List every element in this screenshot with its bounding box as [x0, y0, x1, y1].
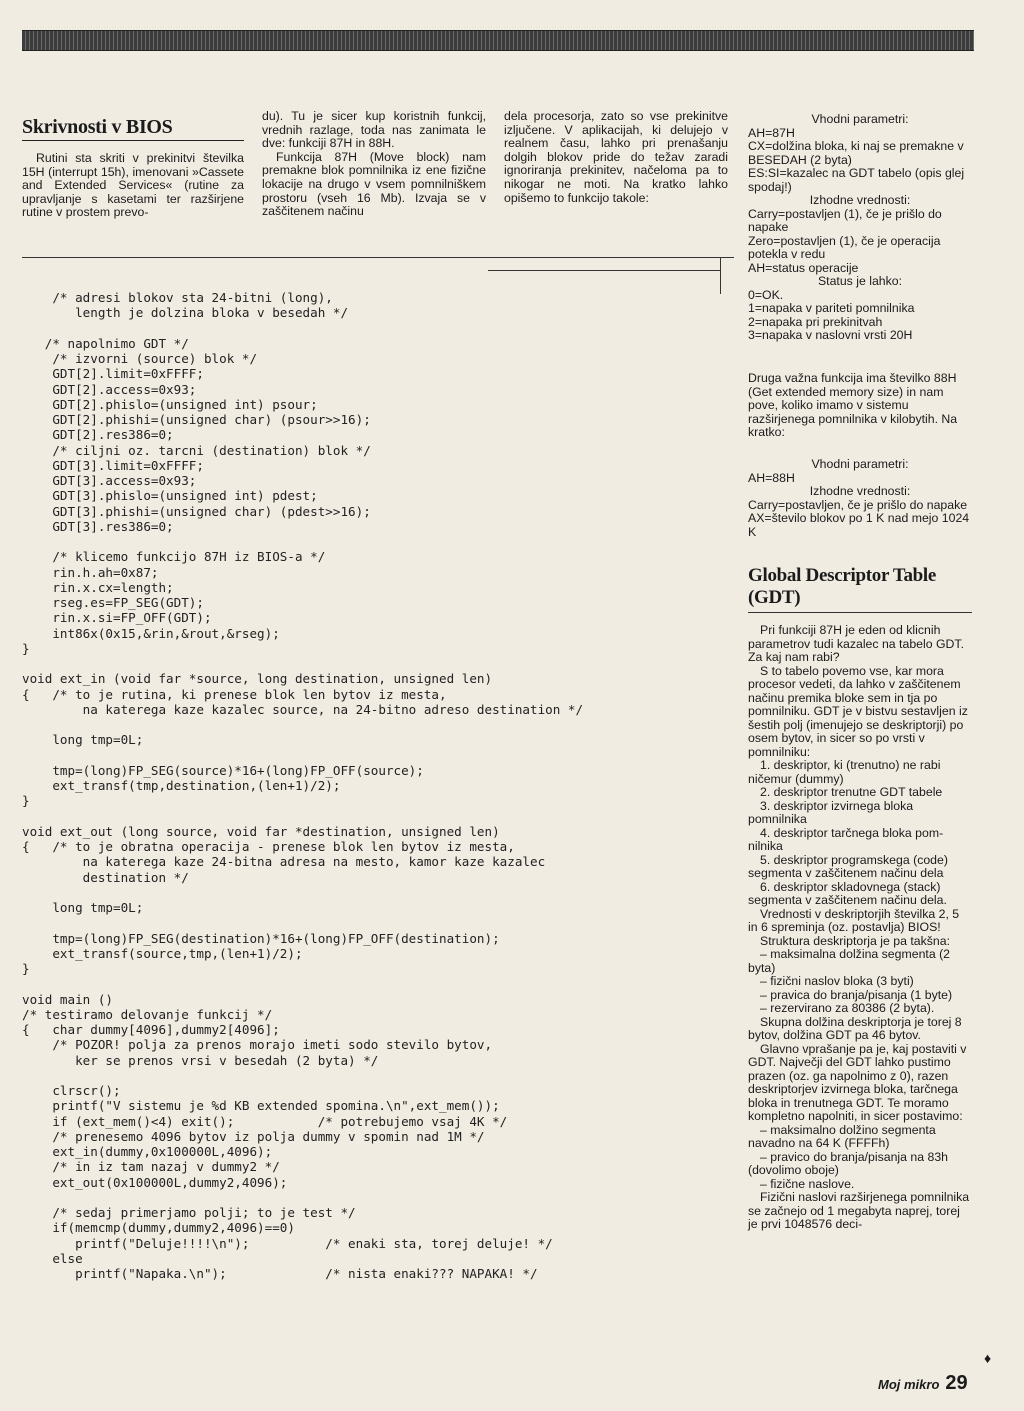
output-carry: Carry=postavljen (1), če je prišlo do napake — [748, 206, 942, 234]
code-box-inner-rule — [488, 270, 720, 271]
list-item: 3. deskriptor izvirnega bloka pomnilnika — [748, 798, 914, 826]
code-line: GDT[3].phishi=(unsigned char) (pdest>>16); — [22, 503, 371, 519]
output-ah: AH=status operacije — [748, 260, 859, 275]
code-line: na katerega kaze kazalec source, na 24-bitno adreso destination */ — [22, 701, 584, 717]
code-listing — [22, 290, 734, 1281]
code-line: int86x(0x15,&rin,&rout,&rseg); — [22, 625, 280, 641]
code-line: ker se prenos vrsi v besedah (2 byta) */ — [22, 1052, 379, 1068]
code-line: na katerega kaze 24-bitna adresa na mesto, kamor kaze kazalec — [22, 854, 546, 870]
code-line: /* testiramo delovanje funkcij */ — [22, 1006, 273, 1022]
code-line: rin.x.cx=length; — [22, 579, 174, 595]
code-line — [22, 1190, 734, 1205]
code-line — [22, 534, 734, 549]
code-line: GDT[2].phishi=(unsigned char) (psour>>16); — [22, 412, 371, 427]
code-line: { char dummy[4096],dummy2[4096]; — [22, 1022, 280, 1037]
gdt-body — [748, 624, 972, 1232]
code-line: GDT[3].limit=0xFFFF; — [22, 457, 204, 473]
gdt-p7: Fizični naslovi razširjenega pomnilnika se začnejo od 1 megabyta naprej, torej je prvi 1048576 deci- — [748, 1190, 970, 1231]
code-line: GDT[3].access=0x93; — [22, 473, 197, 488]
intro-column-1 — [22, 152, 244, 220]
code-line: tmp=(long)FP_SEG(source)*16+(long)FP_OFF(source); — [22, 762, 424, 778]
param-ah: AH=87H — [748, 125, 795, 140]
gdt-p2: S to tabelo povemo vse, kar mora procesor vedeti, da lahko v zaščitenem načinu premika bloke sem in tja po pomnilniku. GDT je v bistvu sestavljen iz šestih polj (imenujejo se deskriptorji) po osem bytov, in sicer so po vrsti v pomnilniku: — [748, 663, 968, 759]
code-line: ext_in(dummy,0x100000L,4096); — [22, 1144, 273, 1159]
intro-column-3 — [504, 110, 728, 205]
code-line: if (ext_mem()<4) exit(); /* potrebujemo vsaj 4K */ — [22, 1113, 508, 1129]
code-line: /* ciljni oz. tarcni (destination) blok */ — [22, 442, 371, 458]
code-line — [22, 748, 734, 763]
status-0: 0=OK. — [748, 287, 784, 302]
list-item: – rezervirano za 80386 (2 byta). — [760, 1001, 935, 1015]
magazine-name: Moj mikro — [878, 1377, 940, 1392]
intro-col3-text: dela procesorja, zato so vse prekinitve izljučene. V aplikacijah, ki delujejo v realnem času, lahko pri prenašanju dolgih blokov pride do težav zaradi ignoriranja prekinitev, načeloma pa to nikogar ne moti. Na kratko lahko opišemo to funkcijo takole: — [504, 109, 728, 205]
code-line: /* napolnimo GDT */ — [22, 335, 189, 351]
set-list — [748, 1124, 972, 1192]
code-line: printf("V sistemu je %d KB extended spomina.\n",ext_mem()); — [22, 1098, 500, 1114]
list-item: 1. deskriptor, ki (trenutno) ne rabi ničemur (dummy) — [748, 758, 941, 786]
continue-arrow-icon: ♦ — [984, 1350, 992, 1366]
list-item: 4. deskriptor tarčnega bloka pomnilnika — [748, 825, 944, 853]
code-line: void main () — [22, 991, 113, 1007]
code-line: } — [22, 961, 30, 976]
function-88h-intro: Druga važna funkcija ima številko 88H (Get extended memory size) in nam pove, koliko imamo v sistemu razširjenega pomnilnika v kilobytih. Na kratko: — [748, 371, 958, 439]
code-line: /* prenesemo 4096 bytov iz polja dummy v spomin nad 1M */ — [22, 1128, 485, 1144]
code-line — [22, 915, 734, 930]
status-label: Status je lahko: — [817, 274, 903, 288]
code-line — [22, 976, 734, 991]
status-3: 3=napaka v naslovni vrsti 20H — [748, 328, 913, 342]
code-line: GDT[2].res386=0; — [22, 427, 174, 443]
code-line: rseg.es=FP_SEG(GDT); — [22, 595, 204, 610]
article-title: Skrivnosti v BIOS — [22, 116, 173, 138]
code-line: long tmp=0L; — [22, 900, 144, 915]
code-line: { /* to je obratna operacija - prenese blok len bytov iz mesta, — [22, 839, 515, 854]
output-values-label-2: Izhodne vrednosti: — [809, 484, 911, 498]
code-line: rin.x.si=FP_OFF(GDT); — [22, 610, 212, 626]
code-line — [22, 885, 734, 900]
code-line: GDT[3].res386=0; — [22, 518, 174, 534]
title-rule — [22, 140, 244, 141]
list-item: – pravico do branja/pisanja na 83h (dovolimo oboje) — [748, 1149, 949, 1177]
descriptor-list — [748, 759, 972, 908]
output-ax-88: AX=število blokov po 1 K nad mejo 1024 K — [748, 511, 970, 539]
param-es-si: ES:SI=kazalec na GDT tabelo (opis glej spodaj!) — [748, 166, 965, 194]
code-line: length je dolzina bloka v besedah */ — [22, 305, 349, 321]
list-item: 2. deskriptor trenutne GDT tabele — [760, 785, 943, 799]
code-line: /* sedaj primerjamo polji; to je test */ — [22, 1205, 356, 1220]
status-2: 2=napaka pri prekinitvah — [748, 314, 883, 329]
list-item: – maksimalno dolžino segmenta navadno na 64 K (FFFFh) — [748, 1122, 936, 1150]
code-line: void ext_in (void far *source, long destination, unsigned len) — [22, 671, 493, 687]
list-item: – maksimalna dolžina segmenta (2 byta) — [748, 947, 951, 975]
code-line: ext_out(0x100000L,dummy2,4096); — [22, 1174, 288, 1190]
code-line — [22, 717, 734, 732]
code-line — [22, 1068, 734, 1083]
code-line: printf("Deluje!!!!\n"); /* enaki sta, torej deluje! */ — [22, 1235, 553, 1251]
gdt-p4: Struktura deskriptorja je pa takšna: — [760, 933, 951, 948]
page-footer — [878, 1372, 968, 1395]
gdt-p5: Skupna dolžina deskriptorja je torej 8 bytov, dolžina GDT pa 46 bytov. — [748, 1014, 962, 1042]
code-line: /* izvorni (source) blok */ — [22, 351, 258, 366]
code-line — [22, 321, 734, 336]
code-line: /* POZOR! polja za prenos morajo imeti sodo stevilo bytov, — [22, 1037, 493, 1053]
list-item: 5. deskriptor programskega (code) segmenta v zaščitenem načinu dela — [748, 852, 948, 880]
code-box-side-rule — [720, 258, 721, 294]
code-line: } — [22, 640, 30, 656]
code-line: destination */ — [22, 869, 189, 885]
code-line: void ext_out (long source, void far *destination, unsigned len) — [22, 823, 500, 839]
code-line: clrscr(); — [22, 1083, 121, 1098]
struct-list — [748, 948, 972, 1016]
intro-col2-p2: Funkcija 87H (Move block) nam premakne blok pomnilnika iz ene fizične lokacije na drugo v vsem pomnilniškem prostoru (vseh 16 Mb). Izvaja se v zaščitenem načinu — [262, 149, 486, 219]
code-line: { /* to je rutina, ki prenese blok len bytov iz mesta, — [22, 686, 447, 702]
output-values-label: Izhodne vrednosti: — [809, 193, 911, 207]
code-line: ext_transf(tmp,destination,(len+1)/2); — [22, 778, 341, 793]
list-item: – pravica do branja/pisanja (1 byte) — [760, 987, 953, 1002]
input-params-label: Vhodni parametri: — [811, 112, 909, 126]
gdt-p3: Vrednosti v deskriptorjih številka 2, 5 in 6 spreminja (oz. postavlja) BIOS! — [748, 906, 960, 934]
code-line: GDT[2].access=0x93; — [22, 381, 197, 397]
code-line: /* adresi blokov sta 24-bitni (long), — [22, 290, 333, 305]
intro-column-2 — [262, 110, 486, 219]
code-line — [22, 809, 734, 824]
code-line: GDT[2].limit=0xFFFF; — [22, 366, 204, 382]
code-line: } — [22, 793, 30, 809]
header-stripe — [22, 30, 974, 51]
code-line: long tmp=0L; — [22, 732, 144, 748]
gdt-heading-rule — [748, 612, 972, 613]
code-line: GDT[2].phislo=(unsigned int) psour; — [22, 396, 318, 412]
list-item: 6. deskriptor skladovnega (stack) segmenta v zaščitenem načinu dela. — [748, 879, 947, 907]
param-cx: CX=dolžina bloka, ki naj se premakne v BESEDAH (2 byta) — [748, 139, 964, 167]
code-line: ext_transf(source,tmp,(len+1)/2); — [22, 945, 303, 961]
code-line: if(memcmp(dummy,dummy2,4096)==0) — [22, 1220, 295, 1236]
code-line: GDT[3].phislo=(unsigned int) pdest; — [22, 488, 318, 504]
output-zero: Zero=postavljen (1), če je operacija potekla v redu — [748, 233, 941, 261]
param-ah-88: AH=88H — [748, 470, 795, 485]
input-params-label-2: Vhodni parametri: — [811, 457, 909, 471]
code-line: rin.h.ah=0x87; — [22, 564, 159, 580]
gdt-heading: Global Descriptor Table (GDT) — [748, 565, 937, 608]
code-line: /* in iz tam nazaj v dummy2 */ — [22, 1159, 280, 1175]
code-box-top-rule — [22, 257, 734, 258]
intro-col1-text: Rutini sta skriti v prekinitvi številka 15H (interrupt 15h), imenovani »Cassete and Extended Services« (rutine za upravljanje s kasetami ter razširjene rutine v prostem prevo- — [22, 151, 244, 220]
gdt-p6: Glavno vprašanje pa je, kaj postaviti v GDT. Največji del GDT lahko pustimo prazen (oz. ga napolnimo z 0), razen deskriptorjev izvirnega bloka, tarčnega bloka in trenutnega GDT. Te moramo kompletno napolniti, in sicer postavimo: — [748, 1041, 967, 1123]
list-item: – fizične naslove. — [760, 1176, 855, 1191]
code-line — [22, 656, 734, 671]
page-number: 29 — [945, 1372, 968, 1394]
gdt-p1: Pri funkciji 87H je eden od klicnih parametrov tudi kazalec na tabelo GDT. Za kaj nam rabi? — [748, 623, 964, 664]
output-carry-88: Carry=postavljen, če je prišlo do napake — [748, 497, 968, 512]
code-line: tmp=(long)FP_SEG(destination)*16+(long)FP_OFF(destination); — [22, 930, 500, 946]
status-1: 1=napaka v pariteti pomnilnika — [748, 301, 915, 315]
code-line: else — [22, 1250, 83, 1266]
function-88h-params — [748, 458, 972, 539]
code-line: printf("Napaka.\n"); /* nista enaki??? NAPAKA! */ — [22, 1266, 538, 1281]
list-item: – fizični naslov bloka (3 byti) — [760, 974, 914, 988]
function-87h-params — [748, 113, 972, 343]
code-line: /* klicemo funkcijo 87H iz BIOS-a */ — [22, 549, 326, 565]
intro-col2-p1: du). Tu je sicer kup koristnih funkcij, vrednih razlage, toda nas zanimata le dve: funkciji 87H in 88H. — [262, 109, 486, 151]
